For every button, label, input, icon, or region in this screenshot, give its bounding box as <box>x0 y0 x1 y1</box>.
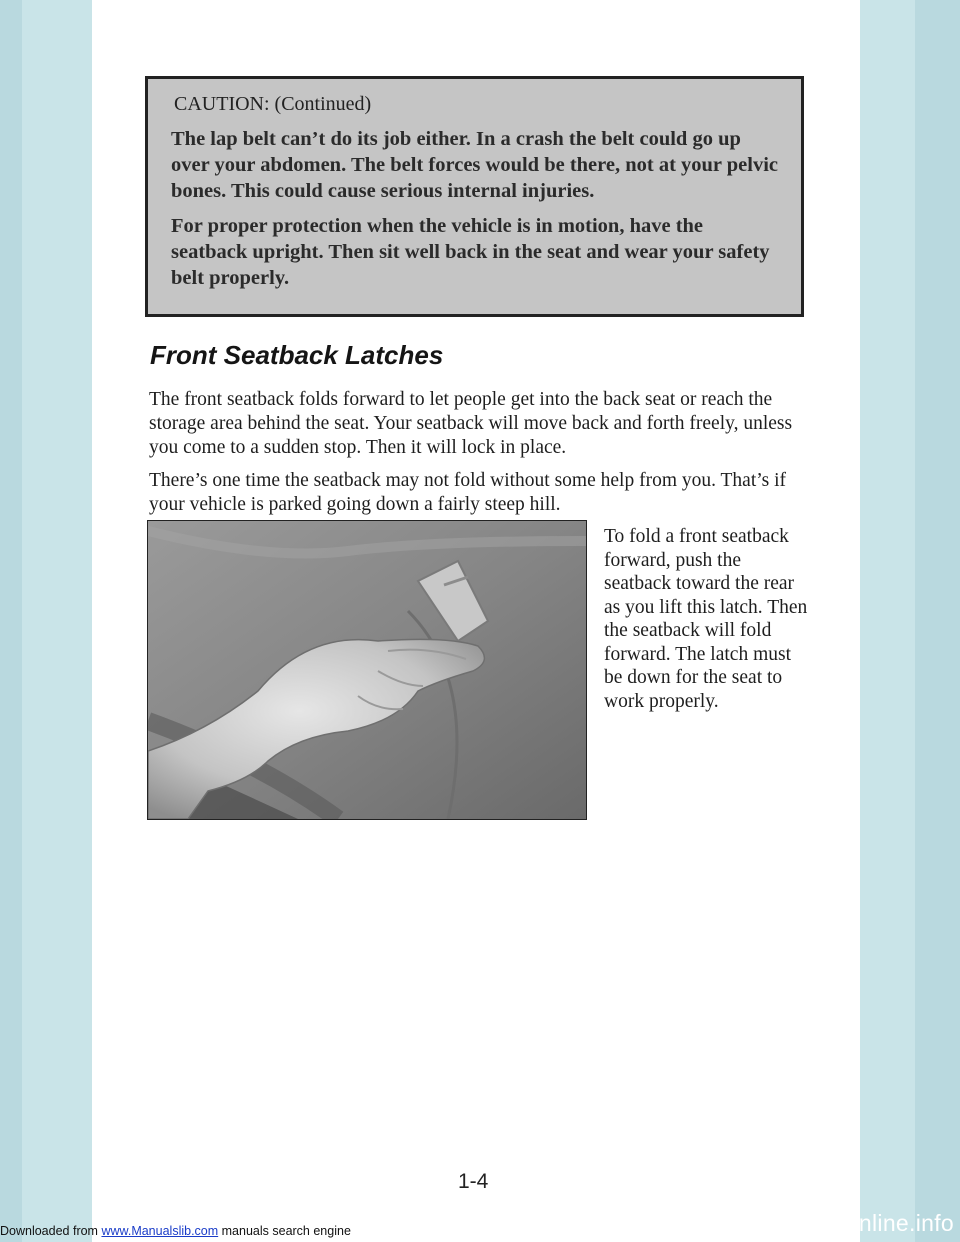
section-heading: Front Seatback Latches <box>150 340 444 370</box>
body-paragraph: There’s one time the seatback may not fold without some help from you. That’s if your vehicle is parked going down a fairly steep hill. <box>149 470 787 515</box>
page-number: 1-4 <box>458 1170 489 1193</box>
watermark: carmanualsonline.info <box>723 1210 954 1236</box>
body-paragraph: The front seatback folds forward to let people get into the back seat or reach the storage area behind the seat. Your seatback will move back and forth freely, unless you come to a sudden stop. Then it will lock in place. <box>149 389 793 458</box>
caution-box <box>145 76 804 317</box>
caution-title: CAUTION: (Continued) <box>174 93 372 115</box>
footer-prefix: Downloaded from <box>0 1224 102 1238</box>
side-paragraph: To fold a front seatback forward, push the seatback toward the rear as you lift this latch. Then the seatback will fold forward. The latch must be down for the seat to work properly. <box>604 526 808 712</box>
seatback-latch-photo <box>147 520 587 820</box>
caution-paragraph: For proper protection when the vehicle is in motion, have the seatback upright. Then sit well back in the seat and wear your safety belt properly. <box>171 215 770 289</box>
manualslib-link[interactable]: www.Manualslib.com <box>101 1224 219 1238</box>
download-footer <box>0 1224 351 1238</box>
footer-suffix: manuals search engine <box>218 1224 351 1238</box>
caution-paragraph: The lap belt can’t do its job either. In a crash the belt could go up over your abdomen. The belt forces would be there, not at your pelvic bones. This could cause serious internal injuries. <box>171 128 779 202</box>
latch-photo-illustration <box>148 521 586 819</box>
